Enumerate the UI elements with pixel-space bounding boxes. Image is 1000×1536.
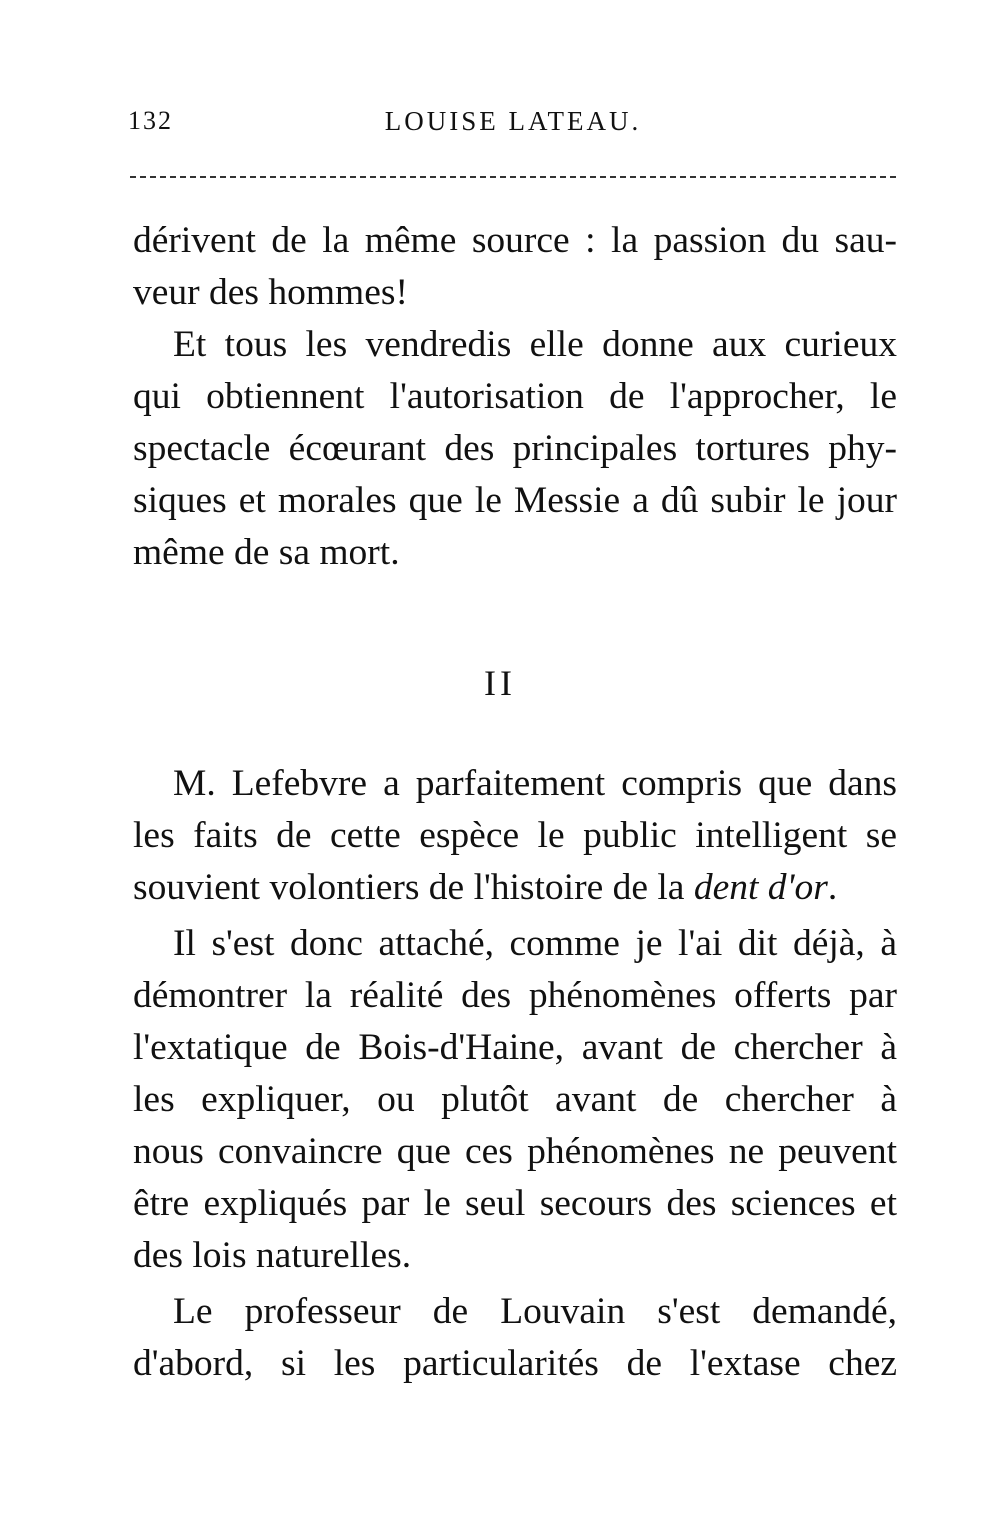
text-line: Il s'est donc attaché, comme je l'ai dit déjà, à [173,923,897,964]
text-run: souvient volontiers de l'histoire de la [133,867,694,908]
page-number: 132 [128,106,173,135]
text-line: les faits de cette espèce le public intelligent se [133,815,897,856]
text-line: qui obtiennent l'autorisation de l'approcher, le [133,376,897,417]
text-line: d'abord, si les particularités de l'extase chez [133,1343,897,1384]
header-rule [130,176,896,178]
italic-phrase: dent d'or [693,867,828,908]
paragraph-professeur [133,1286,897,1390]
text-line: être expliqués par le seul secours des sciences et [133,1183,897,1224]
running-title: LOUISE LATEAU. [384,106,642,136]
text-line: même de sa mort. [133,532,400,573]
text-line: Le professeur de Louvain s'est demandé, [173,1291,897,1332]
text-line: les expliquer, ou plutôt avant de chercher à [133,1079,897,1120]
text-line: dérivent de la même source : la passion du sau- [133,220,897,261]
paragraph-continued [133,215,897,319]
text-line: veur des hommes! [133,272,408,313]
paragraph-lefebvre [133,758,897,914]
text-block-section-ii [133,758,897,1390]
paragraph-attache [133,918,897,1282]
text-line: Et tous les vendredis elle donne aux curieux [173,324,897,365]
text-line: spectacle écœurant des principales tortures phy- [133,428,897,469]
text-block-continued [133,215,897,579]
text-run: . [827,867,838,908]
text-line: l'extatique de Bois-d'Haine, avant de chercher à [133,1027,897,1068]
text-line [133,862,897,914]
text-line: des lois naturelles. [133,1235,412,1276]
paragraph-fridays [133,319,897,579]
section-heading: II [484,663,516,703]
text-line: démontrer la réalité des phénomènes offerts par [133,975,897,1016]
running-head [128,106,898,142]
text-line: siques et morales que le Messie a dû subir le jour [133,480,897,521]
text-line: nous convaincre que ces phénomènes ne peuvent [133,1131,897,1172]
text-line: M. Lefebvre a parfaitement compris que dans [173,763,897,804]
